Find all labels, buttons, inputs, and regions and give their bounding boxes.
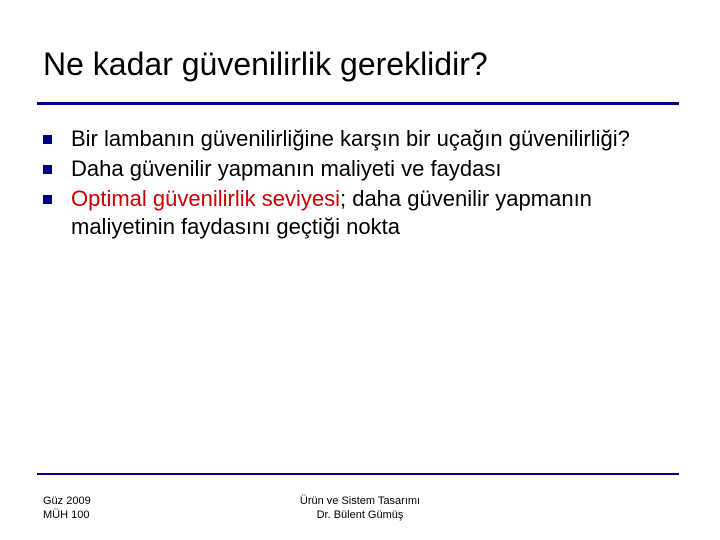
square-bullet-icon [43, 165, 52, 174]
footer-semester: Güz 2009 [43, 495, 91, 507]
footer-divider [37, 473, 679, 475]
title-divider [37, 102, 679, 105]
bullet-text: Daha güvenilir yapmanın maliyeti ve faydası [71, 156, 502, 181]
bullet-item-2 [43, 155, 673, 183]
footer-course-name: Ürün ve Sistem Tasarımı [299, 495, 421, 507]
highlighted-term: Optimal güvenilirlik seviyesi [71, 186, 340, 211]
slide-title: Ne kadar güvenilirlik gereklidir? [43, 46, 488, 82]
footer-course-info [43, 494, 91, 522]
bullet-item-1 [43, 125, 673, 153]
bullet-text: Bir lambanın güvenilirliğine karşın bir uçağın güvenilirliği? [71, 126, 630, 151]
bullet-list [43, 125, 673, 243]
footer-instructor: Dr. Bülent Gümüş [316, 509, 404, 521]
footer-course-title [260, 494, 460, 522]
bullet-item-3 [43, 185, 673, 241]
square-bullet-icon [43, 135, 52, 144]
square-bullet-icon [43, 195, 52, 204]
bullet-text: ; daha güvenilir yapmanın maliyetinin faydasını geçtiği nokta [71, 186, 592, 239]
footer-course-code: MÜH 100 [43, 509, 90, 521]
